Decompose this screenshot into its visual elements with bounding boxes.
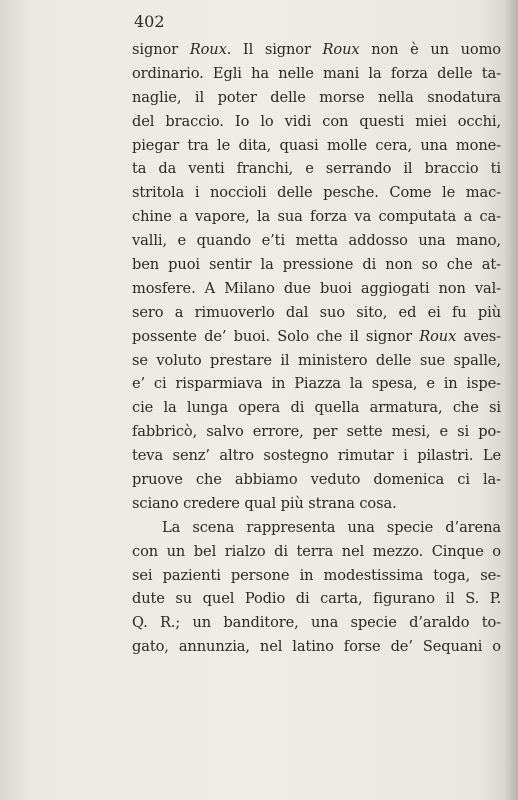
text-line [132,516,501,540]
text-run: e’ ci risparmiava in Piazza la spesa, e in ispe- [132,375,501,393]
italic-name: Roux [189,41,227,58]
text-line [132,38,501,62]
page-number: 402 [134,12,165,31]
text-run: chine a vapore, la sua forza va computata a ca- [132,208,501,226]
text-line [132,157,501,181]
text-line [132,444,501,468]
text-line [132,86,501,110]
text-run: ben puoi sentir la pressione di non so che at- [132,256,501,274]
text-run: non è un uomo [359,41,501,58]
text-line [132,492,501,516]
text-line [132,540,501,564]
italic-name: Roux [322,41,360,58]
text-line [132,564,501,588]
text-line [132,611,501,635]
text-run: dute su quel Podio di carta, figurano il S. P. [132,590,501,608]
text-run: . Il signor [226,41,323,58]
text-line [132,468,501,492]
text-run: cie la lunga opera di quella armatura, che si [132,399,501,417]
text-line [132,62,501,86]
text-line [132,587,501,611]
page-edge-shadow [504,0,518,800]
text-run: aves- [456,327,501,345]
text-run: mosfere. A Milano due buoi aggiogati non val- [132,279,501,297]
text-line [132,205,501,229]
text-line [132,635,501,659]
body-text [132,38,501,659]
text-line [132,253,501,277]
text-run: signor [132,41,190,58]
text-run: stritola i noccioli delle pesche. Come le mac- [132,184,501,202]
text-run: ta da venti franchi, e serrando il braccio ti [132,160,501,178]
text-line [132,349,501,373]
text-run: Q. R.; un banditore, una specie d’araldo to- [132,614,501,632]
text-run: pruove che abbiamo veduto domenica ci la- [132,471,501,489]
text-run: valli, e quando e’ti metta addosso una mano, [132,232,501,250]
italic-name: Roux [419,327,457,345]
text-run: sciano credere qual più strana cosa. [132,494,397,512]
text-run: ordinario. Egli ha nelle mani la forza delle ta- [132,64,501,82]
text-run: sei pazienti persone in modestissima toga, se- [132,566,501,584]
text-line [132,277,501,301]
text-line [132,420,501,444]
text-line [132,301,501,325]
text-run: fabbricò, salvo errore, per sette mesi, e si po- [132,423,501,441]
text-run: La scena rappresenta una specie d’arena [162,518,501,536]
text-run: piegar tra le dita, quasi molle cera, una mone- [132,136,501,154]
text-run: possente de’ buoi. Solo che il signor [132,327,420,345]
text-line [132,229,501,253]
text-run: teva senz’ altro sostegno rimutar i pilastri. Le [132,447,501,465]
text-line [132,325,501,349]
text-run: gato, annunzia, nel latino forse de’ Sequani o [132,638,501,656]
text-line [132,372,501,396]
text-run: naglie, il poter delle morse nella snodatura [132,88,501,106]
text-run: se voluto prestare il ministero delle sue spalle, [132,351,501,369]
text-line [132,396,501,420]
text-run: con un bel rialzo di terra nel mezzo. Cinque o [132,542,501,560]
text-line [132,134,501,158]
text-line [132,181,501,205]
text-line [132,110,501,134]
text-run: sero a rimuoverlo dal suo sito, ed ei fu più [132,303,501,321]
text-run: del braccio. Io lo vidi con questi miei occhi, [132,112,501,130]
